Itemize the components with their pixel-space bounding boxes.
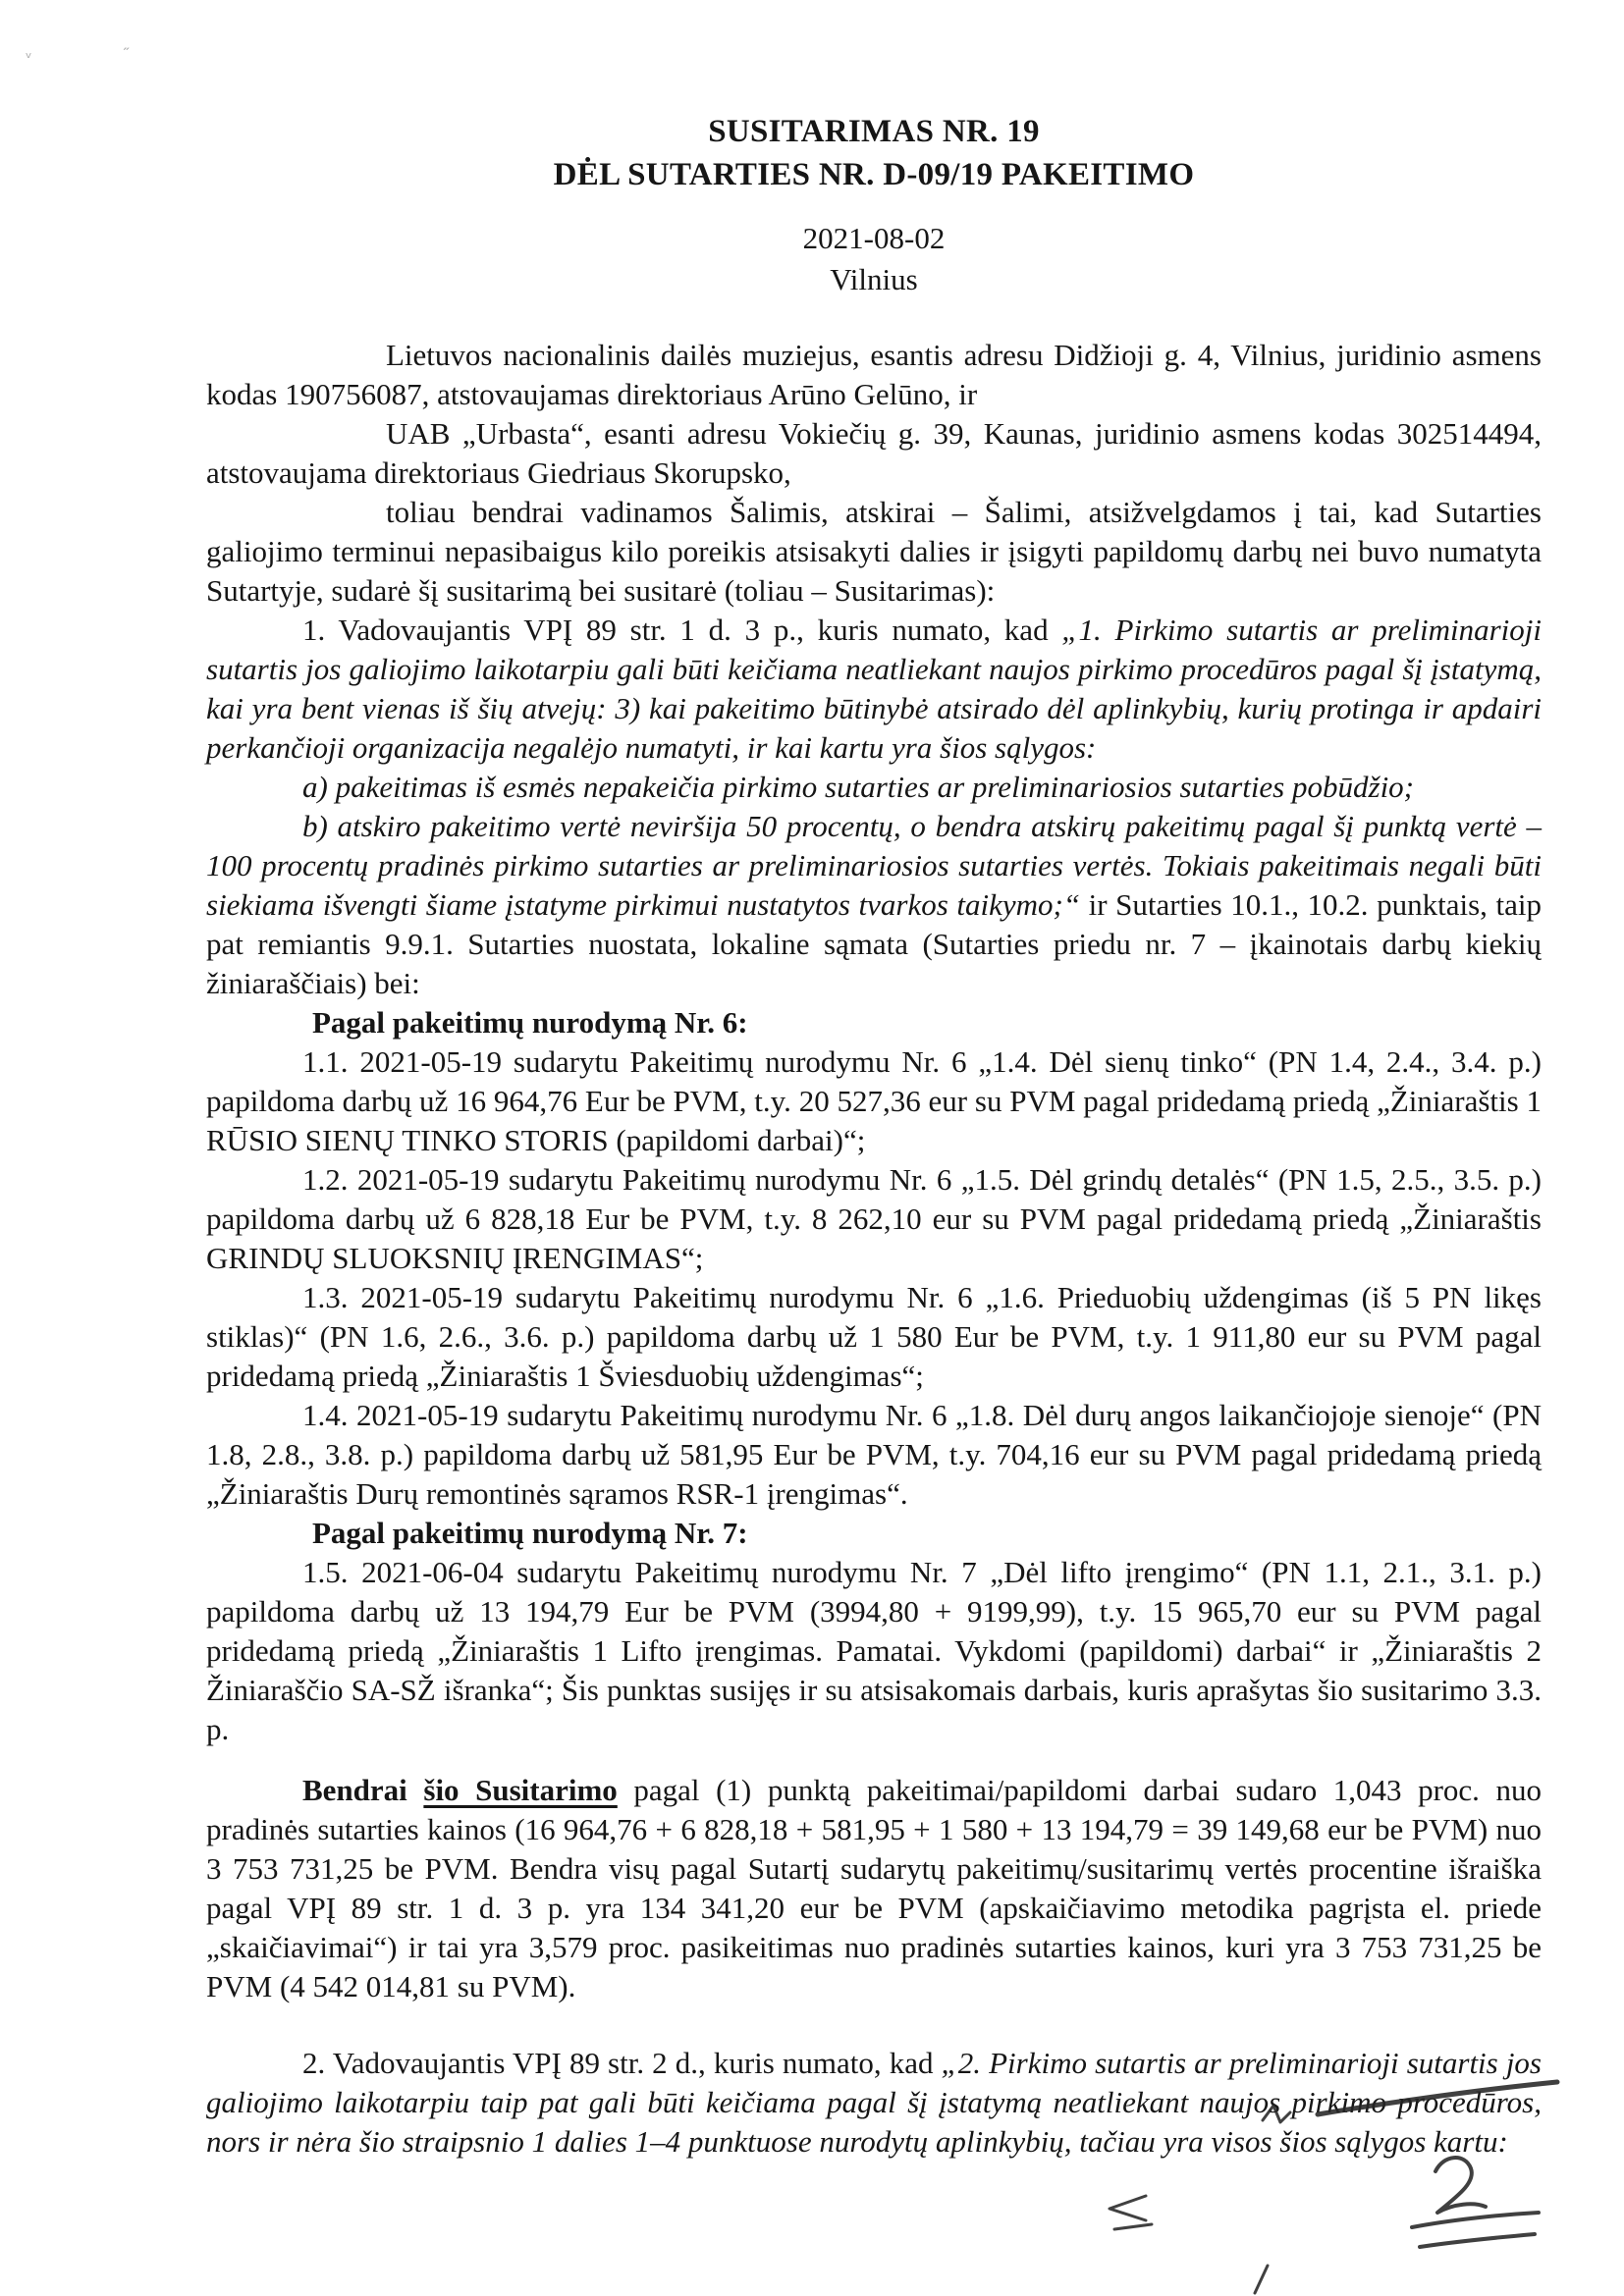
handwritten-underline-1 (1412, 2213, 1539, 2227)
text-run: Lietuvos nacionalinis dailės muziejus, esantis adresu Didžioji g. 4, Vilnius, juridinio asmens kodas 190756087, atstovaujamas direktoriaus Arūno Gelūno, ir (206, 338, 1542, 411)
document-date: 2021-08-02 (802, 221, 946, 255)
text-run: 1.2. 2021-05-19 sudarytu Pakeitimų nurodymu Nr. 6 „1.5. Dėl grindų detalės“ (PN 1.5, 2.5., 3.5. p.) papildoma darbų už 6 828,18 Eur be PVM, t.y. 8 262,10 eur su PVM pagal pridedamą priedą „Žiniaraštis GRINDŲ SLUOKSNIŲ ĮRENGIMAS“; (206, 1162, 1542, 1275)
paragraph (206, 336, 1542, 414)
paragraph (206, 1553, 1542, 1749)
text-run: 1.4. 2021-05-19 sudarytu Pakeitimų nurodymu Nr. 6 „1.8. Dėl durų angos laikančiojoje sienoje“ (PN 1.8, 2.8., 3.8. p.) papildoma darbų už 581,95 Eur be PVM, t.y. 704,16 eur su PVM pagal pridedamą priedą „Žiniaraštis Durų remontinės sąramos RSR-1 įrengimas“. (206, 1398, 1542, 1511)
scan-artifact-speck: ˶ (124, 37, 130, 56)
handwritten-2-mark (1435, 2158, 1486, 2213)
paragraph (206, 1514, 1542, 1553)
document-header (206, 110, 1542, 300)
paragraph (206, 414, 1542, 493)
document-city: Vilnius (830, 262, 918, 296)
handwritten-angle-underline (1114, 2224, 1152, 2229)
paragraph (206, 1003, 1542, 1042)
text-run: UAB „Urbasta“, esanti adresu Vokiečių g. 39, Kaunas, juridinio asmens kodas 302514494, atstovaujama direktoriaus Giedriaus Skorupsko, (206, 416, 1542, 490)
text-run: a) pakeitimas iš esmės nepakeičia pirkimo sutarties ar preliminariosios sutarties pobūdžio; (302, 770, 1414, 804)
blank-line (206, 1749, 1542, 1771)
text-run: 1.3. 2021-05-19 sudarytu Pakeitimų nurodymu Nr. 6 „1.6. Prieduobių uždengimas (iš 5 PN likęs stiklas)“ (PN 1.6, 2.6., 3.6. p.) papildoma darbų už 1 580 Eur be PVM, t.y. 1 911,80 eur su PVM pagal pridedamą priedą „Žiniaraštis 1 Šviesduobių uždengimas“; (206, 1280, 1542, 1393)
text-run: toliau bendrai vadinamos Šalimis, atskirai – Šalimi, atsižvelgdamos į tai, kad Sutarties galiojimo terminui nepasibaigus kilo poreikis atsisakyti dalies ir įsigyti papildomų darbų nei buvo numatyta Sutartyje, sudarė šį susitarimą bei susitarė (toliau – Susitarimas): (206, 495, 1542, 608)
text-run: b) atskiro pakeitimo vertė neviršija 50 procentų, o bendra atskirų pakeitimų pagal šį punktą vertė – 100 procentų pradinės pirkimo sutarties ar preliminariosios sutarties vertės. Tokiais pakeitimais negali būti siekiama išvengti šiame įstatyme pirkimui nustatytos tvarkos taikymo;“ (206, 809, 1542, 922)
paragraph (206, 493, 1542, 611)
paragraph (206, 1160, 1542, 1278)
text-run: 1.1. 2021-05-19 sudarytu Pakeitimų nurodymu Nr. 6 „1.4. Dėl sienų tinko“ (PN 1.4, 2.4., 3.4. p.) papildoma darbų už 16 964,76 Eur be PVM, t.y. 20 527,36 eur su PVM pagal pridedamą priedą „Žiniaraštis 1 RŪSIO SIENŲ TINKO STORIS (papildomi darbai)“; (206, 1044, 1542, 1157)
paragraph (206, 1278, 1542, 1396)
paragraph (206, 768, 1542, 807)
paragraph (206, 1771, 1542, 2006)
document-content (206, 110, 1542, 2162)
text-run: šio Susitarimo (423, 1773, 618, 1807)
handwritten-slash-mark (1255, 2266, 1268, 2293)
text-run: Bendrai (302, 1773, 424, 1807)
handwritten-angle-mark (1110, 2196, 1146, 2220)
document-body (206, 336, 1542, 2162)
paragraph (206, 1042, 1542, 1160)
paragraph (206, 807, 1542, 1003)
text-run: ir Sutarties 10.1., 10.2. punktais, taip pat remiantis 9.9.1. Sutarties nuostata, lokaline sąmata (Sutarties priedu nr. 7 – įkainotais darbų kiekių žiniaraščiais) bei: (206, 887, 1542, 1000)
document-title-line2: DĖL SUTARTIES NR. D-09/19 PAKEITIMO (553, 157, 1195, 192)
scan-artifact-speck: ᵥ (26, 43, 32, 62)
text-run: Pagal pakeitimų nurodymą Nr. 6: (312, 1005, 748, 1040)
text-run: 1. Vadovaujantis VPĮ 89 str. 1 d. 3 p., kuris numato, kad (302, 613, 1062, 647)
text-run: „2. Pirkimo sutartis ar preliminarioji sutartis jos galiojimo laikotarpiu taip pat gali būti keičiama pagal šį įstatymą neatliekant naujos pirkimo procedūros, nors ir nėra šio straipsnio 1 dalies 1–4 punktuose nurodytų aplinkybių, tačiau yra visos šios sąlygos kartu: (206, 2046, 1542, 2159)
handwritten-underline-2 (1420, 2234, 1535, 2247)
text-run: 1.5. 2021-06-04 sudarytu Pakeitimų nurodymu Nr. 7 „Dėl lifto įrengimo“ (PN 1.1, 2.1., 3.1. p.) papildoma darbų už 13 194,79 Eur be PVM (3994,80 + 9199,99), t.y. 15 965,70 eur su PVM pagal pridedamą priedą „Žiniaraštis 1 Lifto įrengimas. Pamatai. Vykdomi (papildomi) darbai“ ir „Žiniaraštis 2 Žiniaraščio SA-SŽ išranka“; Šis punktas susijęs ir su atsisakomais darbais, kuris aprašytas šio susitarimo 3.3. p. (206, 1555, 1542, 1746)
paragraph (206, 611, 1542, 768)
blank-line (206, 2006, 1542, 2044)
text-run: pagal (1) punktą pakeitimai/papildomi darbai sudaro 1,043 proc. nuo pradinės sutarties kainos (16 964,76 + 6 828,18 + 581,95 + 1 580 + 13 194,79 = 39 149,68 eur be PVM) nuo 3 753 731,25 be PVM. Bendra visų pagal Sutartį sudarytų pakeitimų/susitarimų vertės procentine išraiška pagal VPĮ 89 str. 1 d. 3 p. yra 134 341,20 eur be PVM (apskaičiavimo metodika pagrįsta el. priede „skaičiavimai“) ir tai yra 3,579 proc. pasikeitimas nuo pradinės sutarties kainos, kuri yra 3 753 731,25 be PVM (4 542 014,81 su PVM). (206, 1773, 1543, 2003)
text-run: Pagal pakeitimų nurodymą Nr. 7: (312, 1516, 748, 1550)
text-run: „1. Pirkimo sutartis ar preliminarioji sutartis jos galiojimo laikotarpiu gali būti keičiama neatliekant naujos pirkimo procedūros pagal šį įstatymą, kai yra bent vienas iš šių atvejų: 3) kai pakeitimo būtinybė atsirado dėl aplinkybių, kurių protinga ir apdairi perkančioji organizacija negalėjo numatyti, ir kai kartu yra šios sąlygos: (206, 613, 1542, 765)
document-title-line1: SUSITARIMAS NR. 19 (708, 114, 1040, 149)
paragraph (206, 1396, 1542, 1514)
text-run: 2. Vadovaujantis VPĮ 89 str. 2 d., kuris numato, kad (302, 2046, 942, 2080)
paragraph (206, 2044, 1542, 2162)
